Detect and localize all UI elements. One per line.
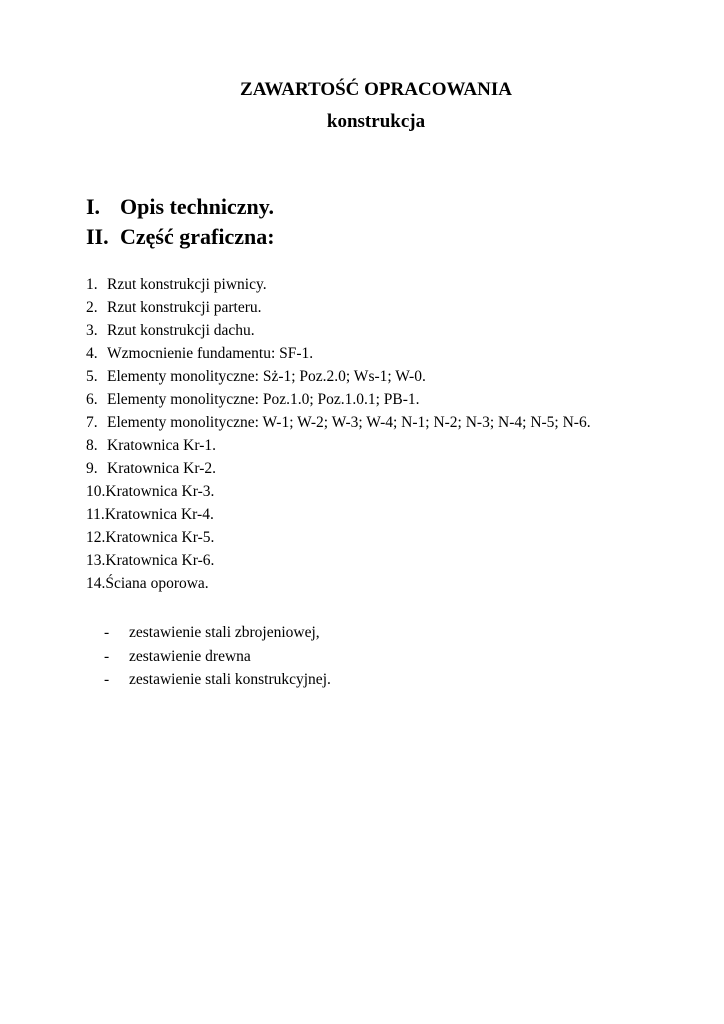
list-item-text: Rzut konstrukcji dachu. bbox=[107, 322, 255, 339]
document-title: ZAWARTOŚĆ OPRACOWANIA bbox=[240, 79, 512, 100]
list-item bbox=[86, 503, 591, 526]
list-item-text: Elementy monolityczne: Poz.1.0; Poz.1.0.1; PB-1. bbox=[107, 391, 420, 408]
statement-list bbox=[104, 621, 331, 692]
list-item-number: 8. bbox=[86, 437, 98, 454]
list-item bbox=[104, 668, 331, 692]
list-item-text: Elementy monolityczne: W-1; W-2; W-3; W-4; N-1; N-2; N-3; N-4; N-5; N-6. bbox=[107, 414, 591, 431]
list-item-number: 5. bbox=[86, 368, 98, 385]
list-item-text: Kratownica Kr-3. bbox=[105, 483, 215, 500]
section-heading-technical-description bbox=[86, 193, 274, 221]
list-item bbox=[86, 480, 591, 503]
list-item bbox=[86, 365, 591, 388]
list-dash: - bbox=[104, 647, 110, 665]
list-item-text: Ściana oporowa. bbox=[105, 575, 209, 592]
list-item-text: Elementy monolityczne: Sż-1; Poz.2.0; Ws-1; W-0. bbox=[107, 368, 426, 385]
list-item-text: Kratownica Kr-6. bbox=[105, 552, 215, 569]
list-item-number: 2. bbox=[86, 299, 98, 316]
list-item-number: 10. bbox=[86, 483, 106, 500]
list-item bbox=[86, 549, 591, 572]
list-item bbox=[104, 621, 331, 645]
list-item bbox=[86, 526, 591, 549]
list-dash: - bbox=[104, 671, 110, 688]
list-item-text: zestawienie drewna bbox=[129, 647, 251, 665]
list-item-text: Kratownica Kr-2. bbox=[107, 460, 217, 477]
list-item-number: 11. bbox=[86, 506, 105, 523]
list-item-text: zestawienie stali zbrojeniowej, bbox=[129, 624, 320, 641]
list-item-number: 1. bbox=[86, 276, 98, 293]
list-item-text: zestawienie stali konstrukcyjnej. bbox=[129, 671, 331, 688]
section-heading-graphic-part bbox=[86, 223, 275, 251]
drawing-list bbox=[86, 273, 591, 595]
list-item-text: Wzmocnienie fundamentu: SF-1. bbox=[107, 345, 314, 362]
list-item-text: Kratownica Kr-5. bbox=[105, 529, 215, 546]
section-label: Część graficzna: bbox=[120, 224, 275, 249]
document-subtitle: konstrukcja bbox=[326, 111, 426, 132]
list-item bbox=[86, 342, 591, 365]
list-item-text: Kratownica Kr-1. bbox=[107, 437, 217, 454]
list-item bbox=[86, 411, 591, 434]
list-item-number: 4. bbox=[86, 345, 98, 362]
list-item bbox=[86, 388, 591, 411]
list-item bbox=[86, 572, 591, 595]
list-item bbox=[86, 319, 591, 342]
list-item-number: 3. bbox=[86, 322, 98, 339]
list-item-text: Kratownica Kr-4. bbox=[104, 506, 214, 523]
list-item-number: 13. bbox=[86, 552, 106, 569]
list-item-number: 9. bbox=[86, 460, 98, 477]
list-dash: - bbox=[104, 624, 110, 641]
section-number: II. bbox=[86, 224, 109, 249]
list-item-text: Rzut konstrukcji piwnicy. bbox=[107, 276, 267, 293]
list-item-number: 7. bbox=[86, 414, 98, 431]
list-item bbox=[86, 434, 591, 457]
list-item bbox=[86, 296, 591, 319]
list-item-number: 14. bbox=[86, 575, 106, 592]
list-item-text: Rzut konstrukcji parteru. bbox=[107, 299, 262, 316]
list-item bbox=[86, 457, 591, 480]
section-label: Opis techniczny. bbox=[120, 194, 275, 219]
list-item-number: 6. bbox=[86, 391, 98, 408]
section-number: I. bbox=[86, 194, 101, 219]
list-item bbox=[86, 273, 591, 296]
list-item bbox=[104, 645, 331, 669]
list-item-number: 12. bbox=[86, 529, 106, 546]
